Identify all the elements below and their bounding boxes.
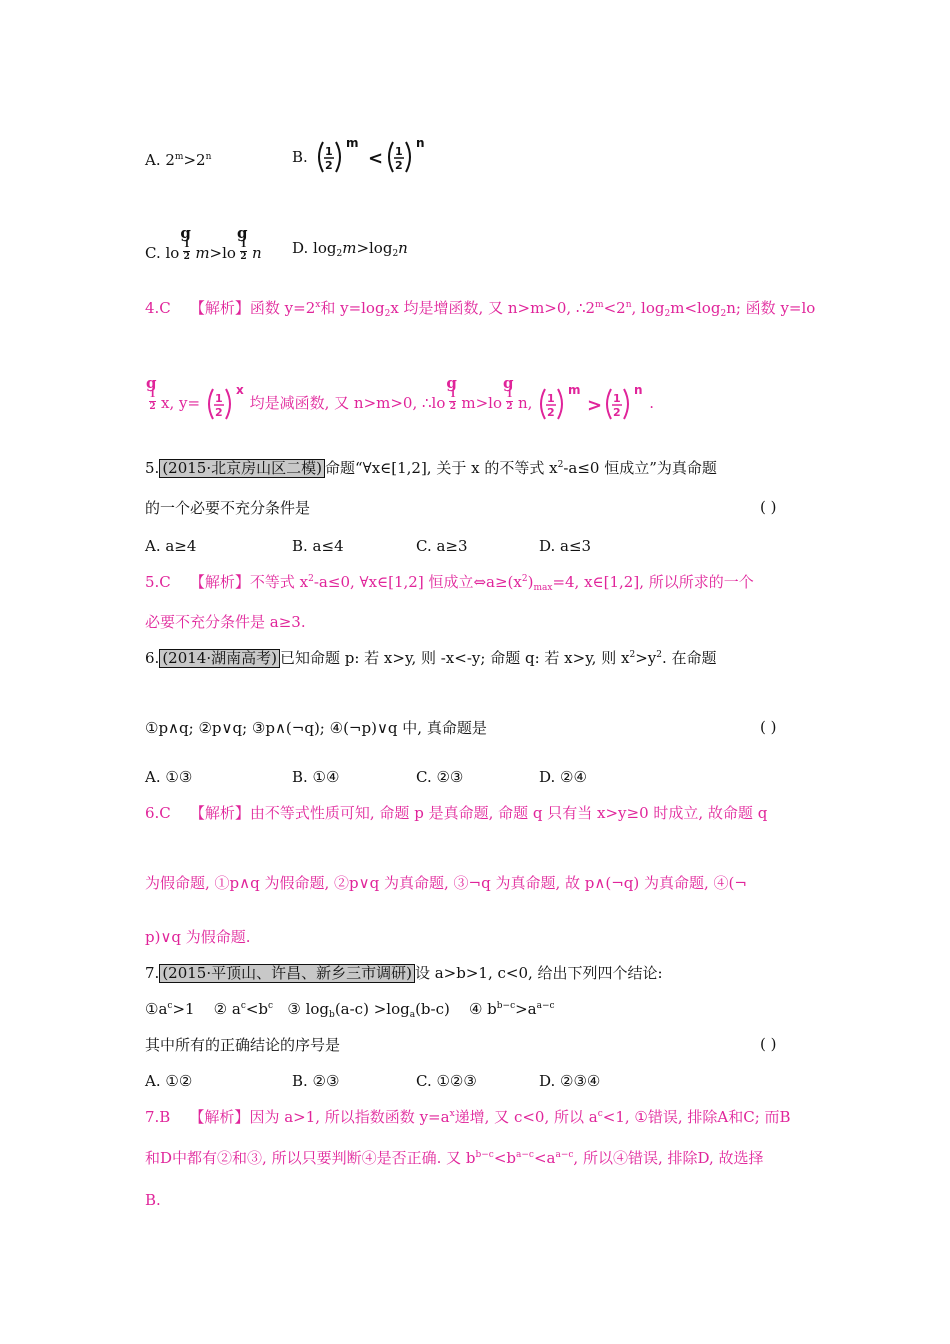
option-d: D. a≤3 bbox=[539, 537, 592, 555]
option-b: B. ①④ bbox=[292, 768, 340, 786]
svg-text:1: 1 bbox=[613, 392, 621, 405]
svg-text:2: 2 bbox=[324, 159, 333, 172]
answer-blank: ( ) bbox=[760, 1035, 777, 1053]
half-power-m-gt-n-formula bbox=[537, 383, 649, 425]
q4-option-c: C. lo g 1 2 m>lo g 1 2 n bbox=[145, 224, 262, 262]
svg-text:>: > bbox=[587, 395, 603, 416]
q5-stem-cont: 的一个必要不充分条件是 bbox=[145, 499, 311, 517]
log-half-subscript: g 1 2 bbox=[446, 374, 457, 412]
q6-stem: 6. (2014·湖南高考) 已知命题 p: 若 x>y, 则 -x<-y; 命题 q: 若 x>y, 则 $x^2>y^2$. 在命题 bbox=[145, 649, 717, 667]
q4-option-a: A. $2^m>2^n$ bbox=[145, 151, 212, 169]
option-c: C. ②③ bbox=[416, 768, 464, 786]
source-badge: (2015·北京房山区二模) bbox=[159, 459, 325, 478]
svg-text:2: 2 bbox=[613, 406, 621, 419]
log-half-subscript: g 1 2 bbox=[503, 374, 514, 412]
option-a: A. ①③ bbox=[145, 768, 193, 786]
option-b: B. ②③ bbox=[292, 1072, 340, 1090]
answer-blank: ( ) bbox=[760, 718, 777, 736]
answer-blank: ( ) bbox=[760, 498, 777, 516]
q7-stem-cont: 其中所有的正确结论的序号是 bbox=[145, 1036, 341, 1054]
svg-text:n: n bbox=[634, 383, 643, 397]
option-c: C. a≥3 bbox=[416, 537, 468, 555]
q6-answer-line2: 为假命题, ①p∧q 为假命题, ②p∨q 为真命题, ③¬q 为真命题, 故 p∧(¬q) 为真命题, ④(¬ bbox=[145, 874, 747, 892]
svg-text:2: 2 bbox=[214, 406, 223, 419]
option-a: A. a≥4 bbox=[145, 537, 197, 555]
svg-text:1: 1 bbox=[214, 392, 223, 405]
svg-text:1: 1 bbox=[394, 145, 403, 158]
q7-answer-line1: 7.B 【解析】因为 a>1, 所以指数函数 $y=a^x$递增, 又 c<0, 所以 $a^c<1$, ①错误, 排除A和C; 而B bbox=[145, 1108, 791, 1126]
svg-text:m: m bbox=[568, 383, 581, 397]
half-power-m-lt-n-formula bbox=[313, 136, 433, 178]
q7-conclusions: $①a^c>1$ ② $a^c<b^c$ ③ $\log_b(a-c) >\log_a(b-c)$ ④ $b^{b-c}>a^{a-c}$ bbox=[145, 1000, 555, 1020]
q4-answer-line2: g 1 2 x, y= 1 2 x 均是减函数, 又 n>m>0, ∴lo g 1 2 m>lo g 1 2 n, 1 2 m > 1 2 n . bbox=[145, 376, 654, 425]
option-d: D. ②③④ bbox=[539, 1072, 601, 1090]
svg-text:1: 1 bbox=[324, 145, 333, 158]
q6-answer-line3: p)∨q 为假命题. bbox=[145, 928, 251, 946]
svg-text:1: 1 bbox=[547, 392, 555, 405]
q4-answer-line1: 4.C 【解析】函数 $y=2^x$和 $y=\log_2x$ 均是增函数, 又 n>m>0, $\therefore 2^m<2^n$, $\log_2m<\log_2n$; 函数 y=lo bbox=[145, 299, 816, 319]
source-badge: (2015·平顶山、许昌、新乡三市调研) bbox=[159, 964, 415, 983]
q4-option-d: D. $\log_2m>\log_2n$ bbox=[292, 239, 408, 259]
log-half-subscript: g 1 2 bbox=[146, 374, 157, 412]
q4-option-b: B. 1 2 m < 1 2 n bbox=[292, 136, 433, 178]
q7-answer-line2: 和D中都有②和③, 所以只要判断④是否正确. 又 $b^{b-c}<b^{a-c}<a^{a-c}$, 所以④错误, 排除D, 故选择 bbox=[145, 1149, 764, 1167]
svg-text:2: 2 bbox=[394, 159, 403, 172]
option-a: A. ①② bbox=[145, 1072, 193, 1090]
q5-answer-line2: 必要不充分条件是 a≥3. bbox=[145, 613, 306, 631]
svg-text:2: 2 bbox=[547, 406, 555, 419]
log-half-subscript: g 1 2 bbox=[236, 224, 248, 262]
q7-answer-line3: B. bbox=[145, 1191, 161, 1209]
q5-stem: 5. (2015·北京房山区二模) 命题“∀x∈[1,2], 关于 x 的不等式 $x^2-a\le 0$ 恒成立”为真命题 bbox=[145, 459, 717, 477]
q6-answer-line1: 6.C 【解析】由不等式性质可知, 命题 p 是真命题, 命题 q 只有当 x>y≥0 时成立, 故命题 q bbox=[145, 804, 768, 822]
svg-text:m: m bbox=[345, 136, 359, 150]
q5-answer-line1: 5.C 【解析】不等式 $x^2-a\le 0$, ∀x∈[1,2] 恒成立$\Leftrightarrow a\ge(x^2)_{max}=4$, x∈[1,2], 所以所求的一个 bbox=[145, 573, 754, 593]
svg-text:x: x bbox=[235, 383, 244, 397]
source-badge: (2014·湖南高考) bbox=[159, 649, 280, 668]
q6-choices: ①p∧q; ②p∨q; ③p∧(¬q); ④(¬p)∨q 中, 真命题是 bbox=[145, 719, 487, 737]
svg-text:<: < bbox=[367, 148, 383, 169]
log-half-subscript: g 1 2 bbox=[180, 224, 191, 262]
half-power-x-formula bbox=[205, 383, 245, 425]
svg-text:n: n bbox=[415, 136, 425, 150]
option-d: D. ②④ bbox=[539, 768, 587, 786]
q7-stem: 7. (2015·平顶山、许昌、新乡三市调研) 设 a>b>1, c<0, 给出下列四个结论: bbox=[145, 964, 663, 982]
option-b: B. a≤4 bbox=[292, 537, 344, 555]
option-c: C. ①②③ bbox=[416, 1072, 477, 1090]
